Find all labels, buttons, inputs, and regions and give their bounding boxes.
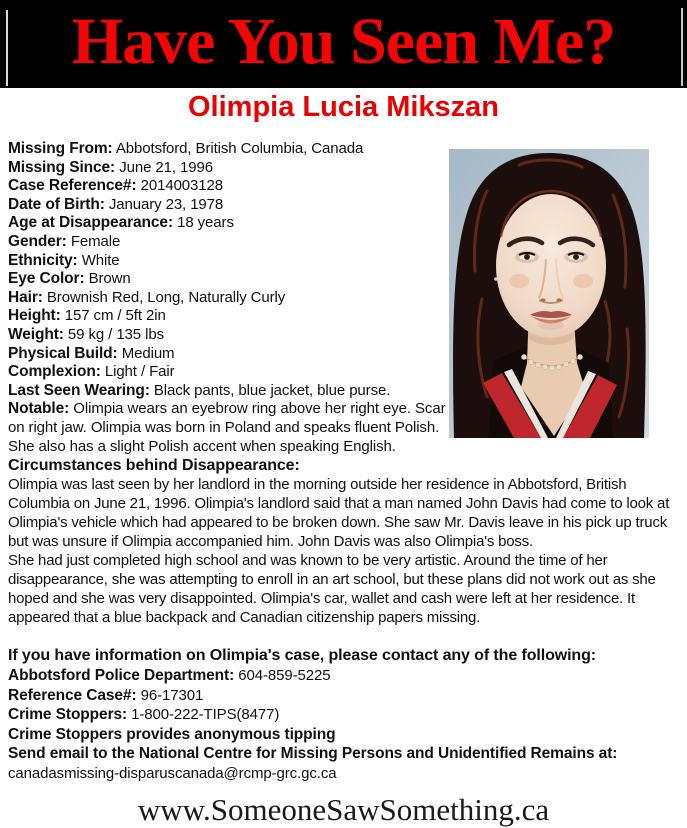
contact-reference-case: Reference Case#: 96-17301 — [8, 686, 204, 704]
contact-crime-stoppers: Crime Stoppers: 1-800-222-TIPS(8477) — [8, 706, 280, 724]
detail-missing-from: Missing From: Abbotsford, British Columbia, Canada — [8, 140, 364, 157]
detail-ethnicity: Ethnicity: White — [8, 251, 120, 269]
footer-website: www.SomeoneSawSomething.ca — [137, 792, 550, 828]
detail-gender: Gender: Female — [8, 232, 121, 250]
scan-artifact-line-left — [6, 10, 8, 86]
detail-last-seen-wearing: Last Seen Wearing: Black pants, blue jacket, blue purse. — [8, 381, 391, 399]
details-list — [8, 140, 449, 456]
circumstances-heading: Circumstances behind Disappearance: — [8, 457, 300, 475]
contact-heading: If you have information on Olimpia's case, please contact any of the following: — [8, 647, 597, 665]
detail-eye-color: Eye Color: Brown — [8, 270, 131, 288]
detail-height: Height: 157 cm / 5ft 2in — [8, 307, 166, 325]
detail-physical-build: Physical Build: Medium — [8, 344, 175, 362]
person-name: Olimpia Lucia Mikszan — [187, 91, 500, 123]
missing-person-photo — [449, 149, 649, 438]
detail-notable: Notable: Olimpia wears an eyebrow ring above her right eye. Scar on right jaw. Olimpia was born in Poland and speaks fluent Polish. She also has a slight Polish accent when speaking English. — [8, 400, 446, 455]
detail-date-of-birth: Date of Birth: January 23, 1978 — [8, 195, 224, 213]
detail-case-reference: Case Reference#: 2014003128 — [8, 177, 224, 195]
detail-missing-since: Missing Since: June 21, 1996 — [8, 158, 213, 176]
circumstances-section — [8, 456, 680, 627]
banner-title: Have You Seen Me? — [71, 5, 616, 78]
portrait-illustration — [449, 149, 649, 438]
detail-hair: Hair: Brownish Red, Long, Naturally Curly — [8, 288, 286, 306]
detail-weight: Weight: 59 kg / 135 lbs — [8, 325, 164, 343]
detail-complexion: Complexion: Light / Fair — [8, 363, 175, 381]
detail-age-at-disappearance: Age at Disappearance: 18 years — [8, 214, 234, 232]
circumstances-paragraph-2: She had just completed high school and was known to be very artistic. Around the time of her disappearance, she was attempting to enroll in an art school, but these plans did not work out as she hoped and she was very disappointed. Olimpia's car, wallet and cash were left at her residence. It appeared that a blue backpack and Canadian citizenship papers missing. — [8, 552, 656, 627]
contact-email-label: Send email to the National Centre for Missing Persons and Unidentified Remains at: — [8, 745, 618, 763]
poster-banner — [0, 0, 687, 88]
circumstances-paragraph-1: Olimpia was last seen by her landlord in the morning outside her residence in Abbotsford, British Columbia on June 21, 1996. Olimpia's landlord said that a man named John Davis had come to look at Olimpia's vehicle which had appeared to be broken down. She saw Mr. Davis leave in his pick up truck but was unsure if Olimpia accompanied him. John Davis was also Olimpia's boss. — [8, 476, 670, 551]
contact-abbotsford-police: Abbotsford Police Department: 604-859-5225 — [8, 667, 331, 685]
scan-artifact-line-right — [681, 8, 683, 86]
contact-anonymous-tipping-note: Crime Stoppers provides anonymous tipping — [8, 725, 336, 743]
contact-email-address: canadasmissing-disparuscanada@rcmp-grc.gc.ca — [8, 764, 337, 782]
contact-section — [8, 646, 680, 783]
